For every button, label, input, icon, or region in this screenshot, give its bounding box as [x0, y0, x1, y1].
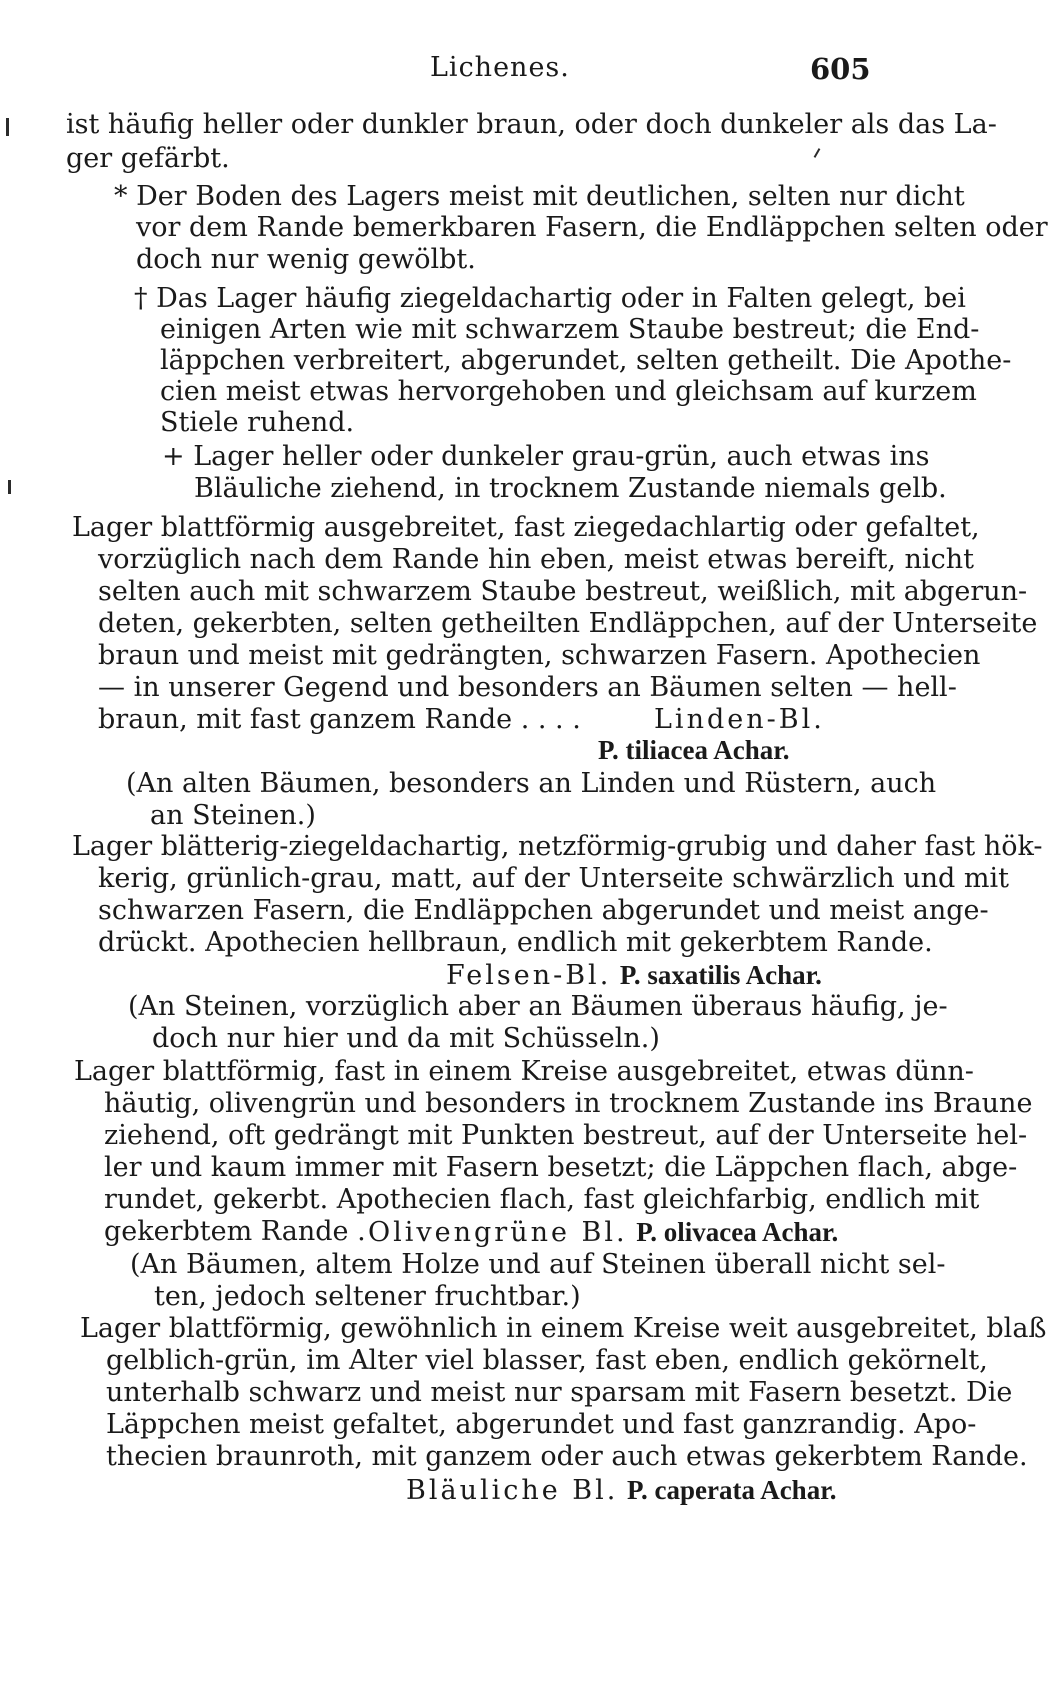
- margin-speck: [814, 148, 821, 158]
- text-line: + Lager heller oder dunkeler grau-grün, auch etwas ins: [162, 441, 930, 472]
- text-line: gekerbtem Rande .: [104, 1216, 366, 1247]
- species-latin-name: P. caperata Achar.: [626, 1475, 837, 1505]
- text-line: braun, mit fast ganzem Rande . . . .: [98, 704, 581, 735]
- text-line: unterhalb schwarz und meist nur sparsam mit Fasern besetzt. Die: [106, 1377, 1013, 1408]
- running-title: Lichenes.: [430, 52, 570, 83]
- species-full-name: [406, 1473, 836, 1508]
- margin-speck: [8, 480, 11, 494]
- text-line: cien meist etwas hervorgehoben und gleichsam auf kurzem: [160, 376, 977, 407]
- text-line: thecien braunroth, mit ganzem oder auch etwas gekerbtem Rande.: [106, 1441, 1028, 1472]
- text-line: † Das Lager häufig ziegeldachartig oder in Falten gelegt, bei: [134, 283, 966, 314]
- species-common-name: Olivengrüne Bl.: [368, 1217, 628, 1248]
- text-line: drückt. Apothecien hellbraun, endlich mit gekerbtem Rande.: [98, 927, 933, 958]
- text-line: vorzüglich nach dem Rande hin eben, meist etwas bereift, nicht: [98, 544, 974, 575]
- text-line: vor dem Rande bemerkbaren Fasern, die Endläppchen selten oder: [136, 212, 1048, 243]
- text-line: doch nur wenig gewölbt.: [136, 244, 476, 275]
- text-line: häutig, olivengrün und besonders in trocknem Zustande ins Braune: [104, 1088, 1033, 1119]
- text-line: Lager blattförmig ausgebreitet, fast ziegedachlartig oder gefaltet,: [72, 512, 980, 543]
- text-line: einigen Arten wie mit schwarzem Staube bestreut; die End-: [160, 314, 980, 345]
- text-line: kerig, grünlich-grau, matt, auf der Unterseite schwärzlich und mit: [98, 863, 1009, 894]
- text-line: Bläuliche ziehend, in trocknem Zustande niemals gelb.: [194, 473, 947, 504]
- margin-speck: [6, 118, 9, 136]
- text-line: Läppchen meist gefaltet, abgerundet und fast ganzrandig. Apo-: [106, 1409, 977, 1440]
- text-line: — in unserer Gegend und besonders an Bäumen selten — hell-: [98, 672, 957, 703]
- text-line: braun und meist mit gedrängten, schwarzen Fasern. Apothecien: [98, 640, 981, 671]
- species-full-name: [368, 1215, 838, 1250]
- text-line: doch nur hier und da mit Schüsseln.): [152, 1023, 660, 1054]
- species-latin-name: P. olivacea Achar.: [636, 1217, 839, 1247]
- text-line: an Steinen.): [150, 800, 316, 831]
- text-line: deten, gekerbten, selten getheilten Endläppchen, auf der Unterseite: [98, 608, 1038, 639]
- text-line: Stiele ruhend.: [160, 407, 355, 438]
- text-line: Lager blätterig-ziegeldachartig, netzförmig-grubig und daher fast hök-: [72, 831, 1043, 862]
- species-full-name: [446, 958, 822, 993]
- text-line: rundet, gekerbt. Apothecien flach, fast gleichfarbig, endlich mit: [104, 1184, 980, 1215]
- text-line: * Der Boden des Lagers meist mit deutlichen, selten nur dicht: [114, 181, 965, 212]
- species-common-name: Linden-Bl.: [654, 704, 825, 735]
- page-number: 605: [810, 52, 871, 86]
- text-line: ten, jedoch seltener fruchtbar.): [154, 1281, 581, 1312]
- species-common-name: Bläuliche Bl.: [406, 1475, 619, 1506]
- text-line: selten auch mit schwarzem Staube bestreut, weißlich, mit abgerun-: [98, 576, 1028, 607]
- text-line: ger gefärbt.: [66, 143, 230, 174]
- text-line: ist häufig heller oder dunkler braun, oder doch dunkeler als das La-: [66, 109, 997, 140]
- text-line: (An Steinen, vorzüglich aber an Bäumen überaus häufig, je-: [128, 991, 948, 1022]
- text-line: läppchen verbreitert, abgerundet, selten getheilt. Die Apothe-: [160, 345, 1012, 376]
- text-line: Lager blattförmig, gewöhnlich in einem Kreise weit ausgebreitet, blaß: [80, 1313, 1047, 1344]
- species-latin-name: P. saxatilis Achar.: [619, 960, 822, 990]
- page-header: [0, 52, 930, 92]
- text-line: ziehend, oft gedrängt mit Punkten bestreut, auf der Unterseite hel-: [104, 1120, 1028, 1151]
- text-line: ler und kaum immer mit Fasern besetzt; die Läppchen flach, abge-: [104, 1152, 1018, 1183]
- species-common-name: Felsen-Bl.: [446, 960, 612, 991]
- species-latin-name: P. tiliacea Achar.: [598, 735, 790, 765]
- text-line: Lager blattförmig, fast in einem Kreise ausgebreitet, etwas dünn-: [74, 1056, 974, 1087]
- text-line: gelblich-grün, im Alter viel blasser, fast eben, endlich gekörnelt,: [106, 1345, 988, 1376]
- text-line: (An Bäumen, altem Holze und auf Steinen überall nicht sel-: [130, 1249, 946, 1280]
- text-line: schwarzen Fasern, die Endläppchen abgerundet und meist ange-: [98, 895, 989, 926]
- text-line: (An alten Bäumen, besonders an Linden und Rüstern, auch: [126, 768, 937, 799]
